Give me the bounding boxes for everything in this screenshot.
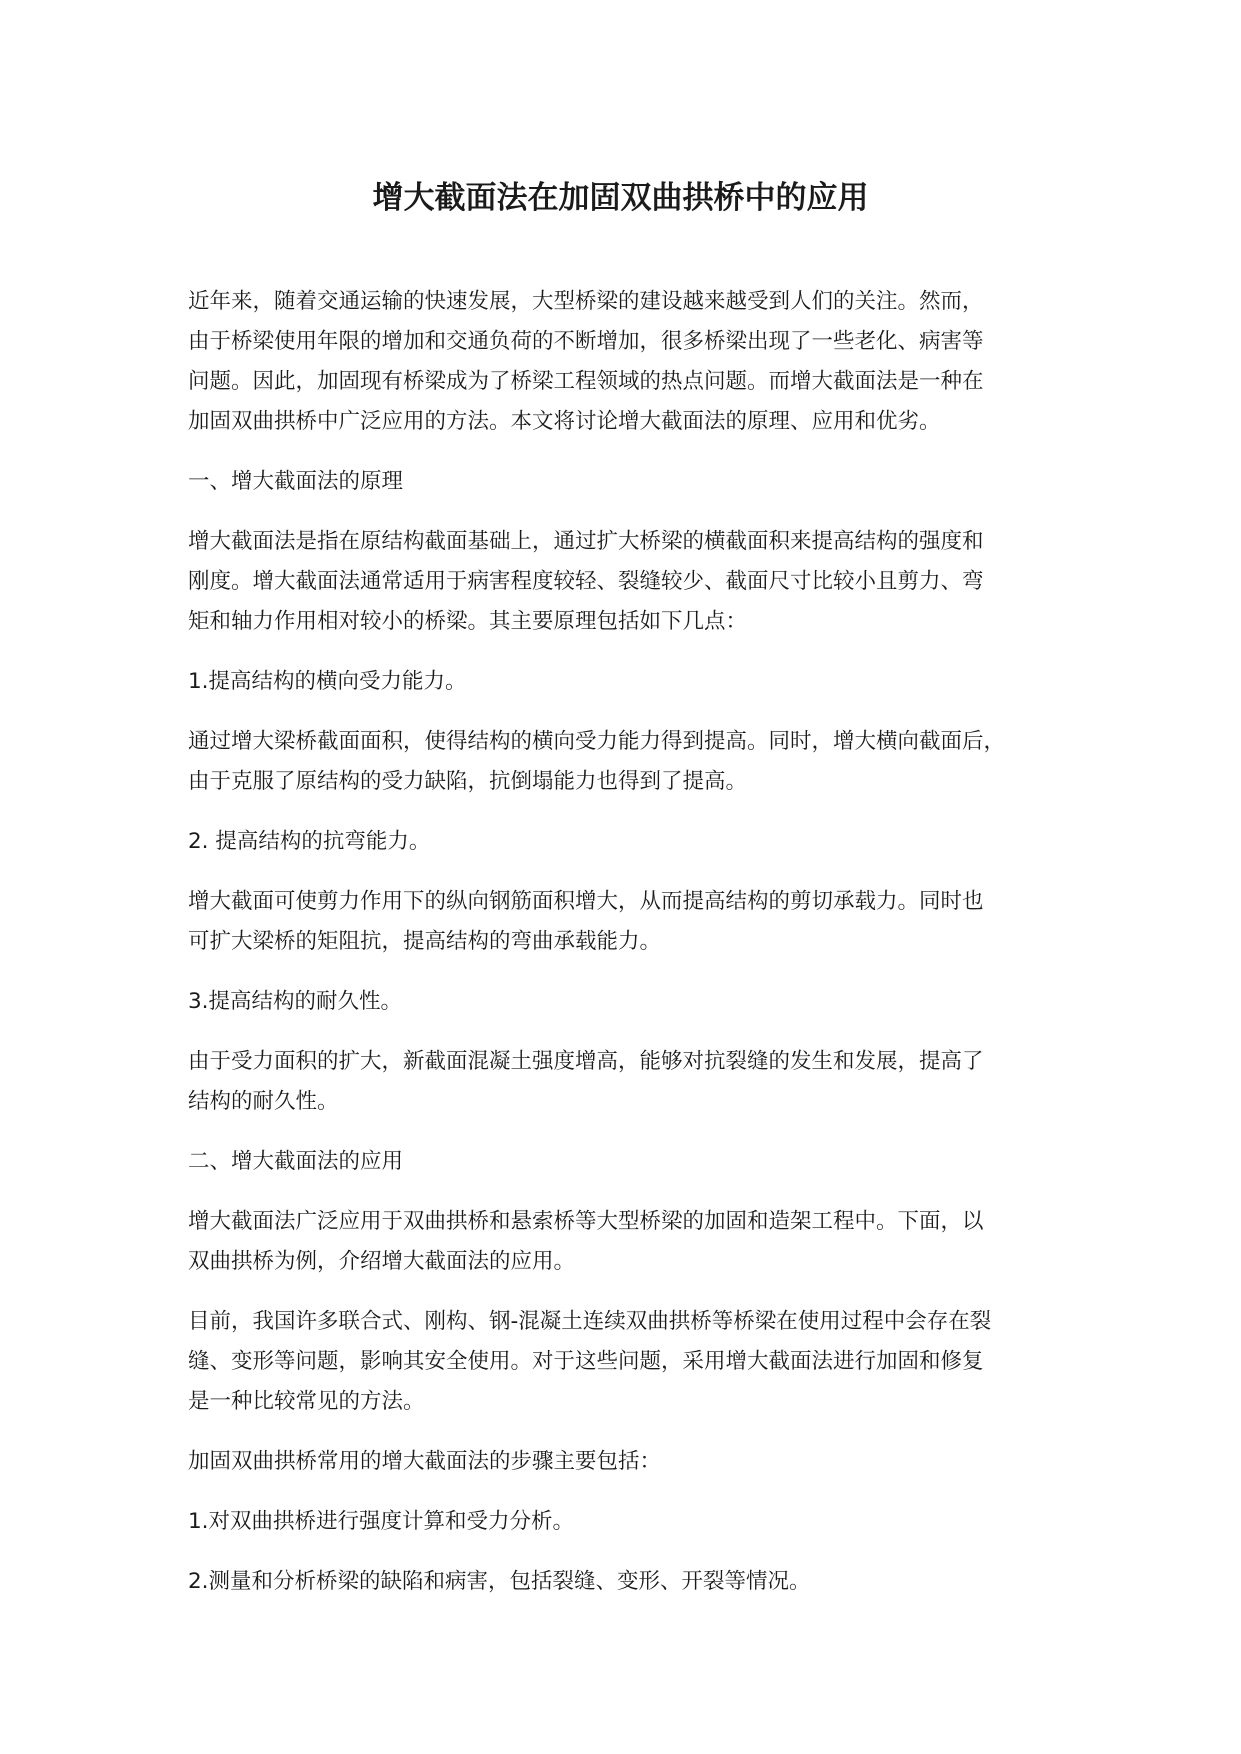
paragraph [188, 462, 1078, 502]
paragraph [188, 1502, 1078, 1542]
text-line: 一、增大截面法的原理 [188, 469, 404, 494]
text-line: 由于受力面积的扩大，新截面混凝土强度增高，能够对抗裂缝的发生和发展，提高了 [188, 1049, 984, 1074]
text-line: 矩和轴力作用相对较小的桥梁。其主要原理包括如下几点： [188, 609, 748, 634]
text-line: 目前，我国许多联合式、刚构、钢-混凝土连续双曲拱桥等桥梁在使用过程中会存在裂 [188, 1309, 992, 1334]
text-line: 1.对双曲拱桥进行强度计算和受力分析。 [188, 1509, 575, 1534]
paragraph [188, 1142, 1078, 1182]
paragraph [188, 1302, 1078, 1422]
text-line: 增大截面法广泛应用于双曲拱桥和悬索桥等大型桥梁的加固和造架工程中。下面，以 [188, 1209, 984, 1234]
text-line: 增大截面可使剪力作用下的纵向钢筋面积增大，从而提高结构的剪切承载力。同时也 [188, 889, 984, 914]
document-body [188, 282, 1078, 1622]
text-line: 结构的耐久性。 [188, 1089, 339, 1114]
paragraph [188, 822, 1078, 862]
text-line: 由于桥梁使用年限的增加和交通负荷的不断增加，很多桥梁出现了一些老化、病害等 [188, 329, 984, 354]
document-title: 增大截面法在加固双曲拱桥中的应用 [372, 180, 869, 216]
text-line: 3.提高结构的耐久性。 [188, 989, 403, 1014]
text-line: 2. 提高结构的抗弯能力。 [188, 829, 431, 854]
text-line: 双曲拱桥为例，介绍增大截面法的应用。 [188, 1249, 576, 1274]
paragraph [188, 282, 1078, 442]
text-line: 由于克服了原结构的受力缺陷，抗倒塌能力也得到了提高。 [188, 769, 748, 794]
text-line: 是一种比较常见的方法。 [188, 1389, 425, 1414]
paragraph [188, 722, 1078, 802]
paragraph [188, 1562, 1078, 1602]
paragraph [188, 1042, 1078, 1122]
text-line: 通过增大梁桥截面面积，使得结构的横向受力能力得到提高。同时，增大横向截面后， [188, 729, 1006, 754]
text-line: 可扩大梁桥的矩阻抗，提高结构的弯曲承载能力。 [188, 929, 662, 954]
text-line: 刚度。增大截面法通常适用于病害程度较轻、裂缝较少、截面尺寸比较小且剪力、弯 [188, 569, 984, 594]
paragraph [188, 882, 1078, 962]
text-line: 2.测量和分析桥梁的缺陷和病害，包括裂缝、变形、开裂等情况。 [188, 1569, 811, 1594]
text-line: 问题。因此，加固现有桥梁成为了桥梁工程领域的热点问题。而增大截面法是一种在 [188, 369, 984, 394]
paragraph [188, 1442, 1078, 1482]
paragraph [188, 982, 1078, 1022]
text-line: 近年来，随着交通运输的快速发展，大型桥梁的建设越来越受到人们的关注。然而， [188, 289, 984, 314]
text-line: 1.提高结构的横向受力能力。 [188, 669, 467, 694]
text-line: 加固双曲拱桥中广泛应用的方法。本文将讨论增大截面法的原理、应用和优劣。 [188, 409, 941, 434]
paragraph [188, 662, 1078, 702]
paragraph [188, 522, 1078, 642]
text-line: 缝、变形等问题，影响其安全使用。对于这些问题，采用增大截面法进行加固和修复 [188, 1349, 984, 1374]
paragraph [188, 1202, 1078, 1282]
text-line: 加固双曲拱桥常用的增大截面法的步骤主要包括： [188, 1449, 662, 1474]
text-line: 二、增大截面法的应用 [188, 1149, 404, 1174]
text-line: 增大截面法是指在原结构截面基础上，通过扩大桥梁的横截面积来提高结构的强度和 [188, 529, 984, 554]
